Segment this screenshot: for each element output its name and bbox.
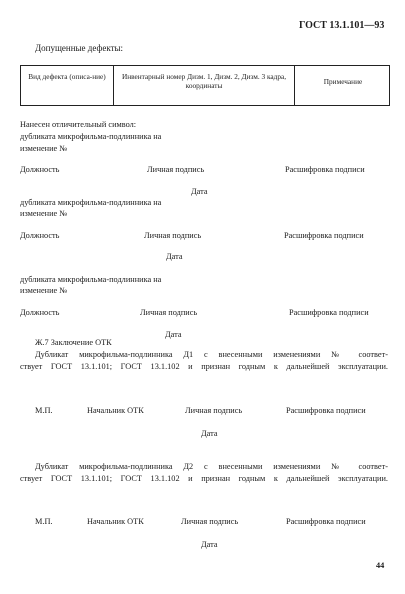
otk-section-title: Ж.7 Заключение ОТК bbox=[35, 338, 112, 347]
otk-d1-stamp-label: М.П. bbox=[35, 406, 53, 415]
block-2-line-2: изменение № bbox=[20, 209, 68, 218]
table-column-separator bbox=[294, 66, 295, 105]
otk-d2-line-1: Дубликат микрофильма-подлинника Д2 с внесенными изменениями № соответ- bbox=[35, 462, 388, 471]
otk-d2-date-label: Дата bbox=[201, 540, 218, 549]
block-1-position-label: Должность bbox=[20, 165, 60, 174]
block-2-date-label: Дата bbox=[166, 252, 183, 261]
block-2-decoding-label: Расшифровка подписи bbox=[284, 231, 364, 240]
otk-d1-line-2: ствует ГОСТ 13.1.101; ГОСТ 13.1.102 и признан годным к дальнейшей эксплуатации. bbox=[20, 362, 388, 371]
block-1-line-2: изменение № bbox=[20, 144, 68, 153]
block-3-date-label: Дата bbox=[165, 330, 182, 339]
otk-d1-signature-label: Личная подпись bbox=[185, 406, 243, 415]
block-3-line-1: дубликата микрофильма-подлинника на bbox=[20, 275, 162, 284]
otk-d1-line-1: Дубликат микрофильма-подлинника Д1 с внесенными изменениями № соответ- bbox=[35, 350, 388, 359]
page-number: 44 bbox=[376, 561, 385, 570]
table-column-separator bbox=[113, 66, 114, 105]
otk-d2-stamp-label: М.П. bbox=[35, 517, 53, 526]
block-3-position-label: Должность bbox=[20, 308, 60, 317]
block-3-line-2: изменение № bbox=[20, 286, 68, 295]
standard-header: ГОСТ 13.1.101—93 bbox=[299, 20, 385, 31]
otk-d2-chief-label: Начальник ОТК bbox=[87, 517, 144, 526]
block-1-line-1: дубликата микрофильма-подлинника на bbox=[20, 132, 162, 141]
otk-d2-decoding-label: Расшифровка подписи bbox=[286, 517, 366, 526]
otk-d2-line-2: ствует ГОСТ 13.1.101; ГОСТ 13.1.102 и признан годным к дальнейшей эксплуатации. bbox=[20, 474, 388, 483]
block-1-decoding-label: Расшифровка подписи bbox=[285, 165, 365, 174]
defects-table bbox=[20, 65, 390, 106]
mark-line: Нанесен отличительный символ: bbox=[20, 120, 137, 129]
table-header-defect-type: Вид дефекта (описа-ние) bbox=[28, 72, 106, 81]
block-1-signature-label: Личная подпись bbox=[147, 165, 205, 174]
otk-d1-chief-label: Начальник ОТК bbox=[87, 406, 144, 415]
block-3-signature-label: Личная подпись bbox=[140, 308, 198, 317]
otk-d1-date-label: Дата bbox=[201, 429, 218, 438]
table-header-inventory-number: Инвентарный номер Дизм. 1, Дизм. 2, Дизм. 3 кадра, координаты bbox=[121, 72, 287, 90]
otk-d1-decoding-label: Расшифровка подписи bbox=[286, 406, 366, 415]
defects-heading: Допущенные дефекты: bbox=[35, 43, 124, 53]
block-2-position-label: Должность bbox=[20, 231, 60, 240]
block-2-line-1: дубликата микрофильма-подлинника на bbox=[20, 198, 162, 207]
table-header-note: Примечание bbox=[323, 77, 363, 86]
block-1-date-label: Дата bbox=[191, 187, 208, 196]
otk-d2-signature-label: Личная подпись bbox=[181, 517, 239, 526]
block-2-signature-label: Личная подпись bbox=[144, 231, 202, 240]
block-3-decoding-label: Расшифровка подписи bbox=[289, 308, 369, 317]
